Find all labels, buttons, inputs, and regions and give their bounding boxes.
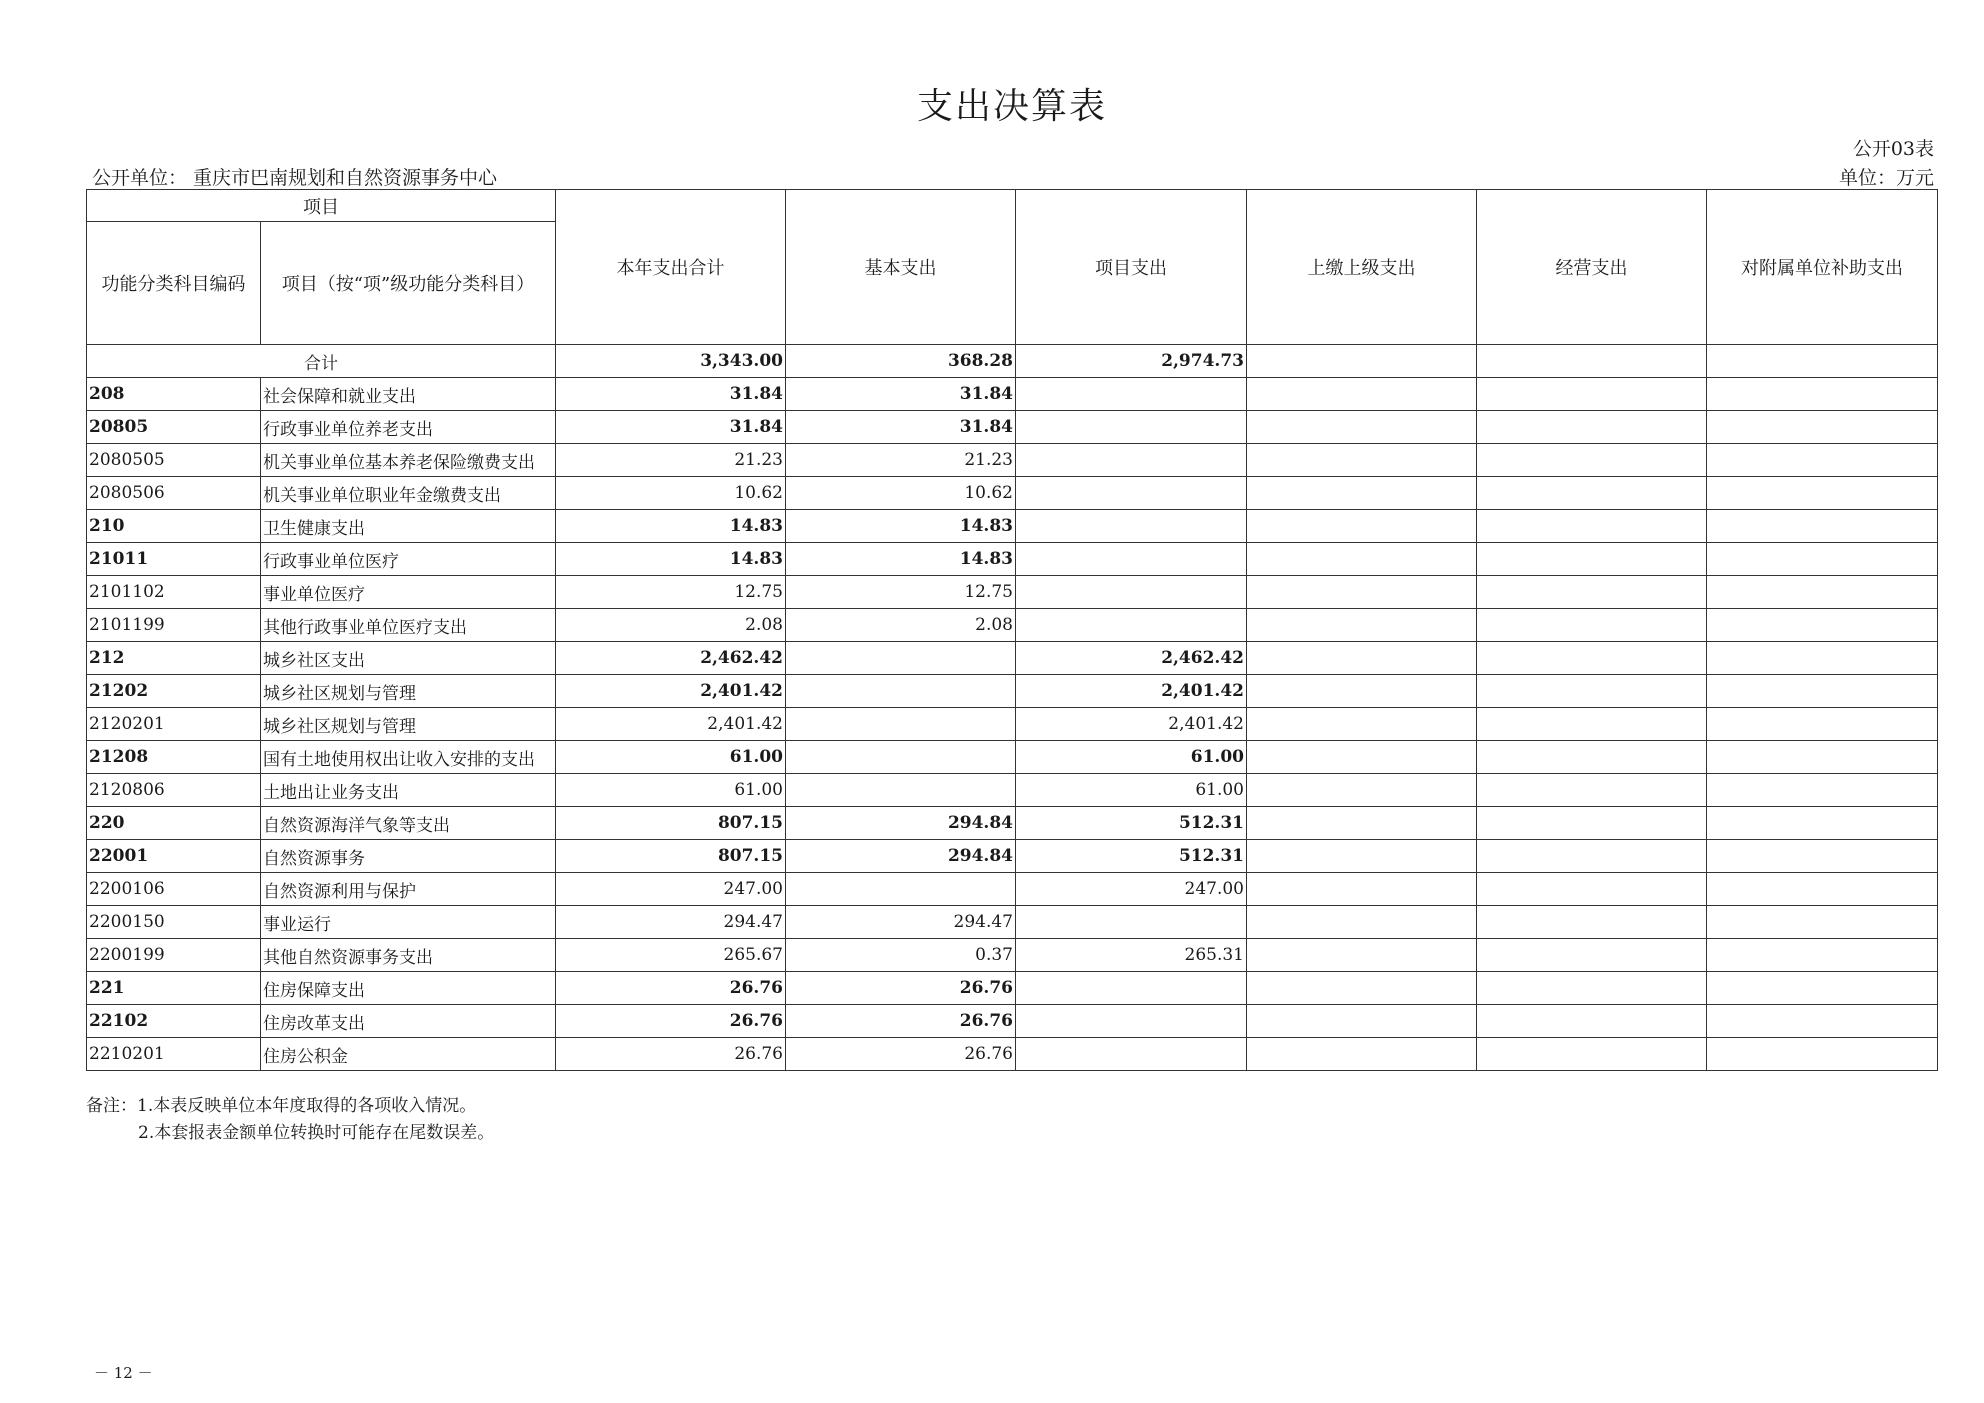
row-total: 265.67: [556, 939, 786, 972]
row-name: 其他自然资源事务支出: [261, 939, 556, 972]
row-basic: 294.47: [786, 906, 1016, 939]
org-label: 公开单位：: [92, 167, 188, 189]
row-business: [1477, 543, 1707, 576]
row-total: 21.23: [556, 444, 786, 477]
row-upper: [1247, 543, 1477, 576]
row-upper: [1247, 873, 1477, 906]
row-business: [1477, 939, 1707, 972]
row-upper: [1247, 939, 1477, 972]
row-name: 社会保障和就业支出: [261, 378, 556, 411]
row-upper: [1247, 906, 1477, 939]
table-row: [87, 1038, 1938, 1071]
row-business: [1477, 873, 1707, 906]
row-project-expenditure: [1016, 378, 1247, 411]
row-basic: 294.84: [786, 807, 1016, 840]
page-number: － 12 －: [94, 1364, 153, 1382]
row-total: 2,462.42: [556, 642, 786, 675]
row-total: 14.83: [556, 510, 786, 543]
row-subsidy: [1707, 1005, 1938, 1038]
row-subsidy: [1707, 807, 1938, 840]
row-name: 城乡社区规划与管理: [261, 675, 556, 708]
row-upper: [1247, 642, 1477, 675]
row-code: 208: [87, 378, 261, 411]
row-code: 2200150: [87, 906, 261, 939]
header-upper: 上缴上级支出: [1247, 190, 1477, 345]
row-code: 22102: [87, 1005, 261, 1038]
row-upper: [1247, 378, 1477, 411]
table-row: [87, 543, 1938, 576]
row-name: 卫生健康支出: [261, 510, 556, 543]
row-code: 2210201: [87, 1038, 261, 1071]
org-info: [86, 163, 497, 190]
row-total: 61.00: [556, 774, 786, 807]
row-basic: 294.84: [786, 840, 1016, 873]
table-row: [87, 774, 1938, 807]
table-row: [87, 411, 1938, 444]
table-row: [87, 840, 1938, 873]
row-business: [1477, 609, 1707, 642]
row-name: 其他行政事业单位医疗支出: [261, 609, 556, 642]
row-name: 城乡社区规划与管理: [261, 708, 556, 741]
row-upper: [1247, 708, 1477, 741]
row-basic: 2.08: [786, 609, 1016, 642]
row-business: [1477, 576, 1707, 609]
row-name: 住房公积金: [261, 1038, 556, 1071]
row-total: 807.15: [556, 807, 786, 840]
row-code: 2080505: [87, 444, 261, 477]
row-project-expenditure: [1016, 906, 1247, 939]
row-upper: [1247, 510, 1477, 543]
row-code: 21202: [87, 675, 261, 708]
row-upper: [1247, 840, 1477, 873]
row-basic: 26.76: [786, 972, 1016, 1005]
header-project-expenditure: 项目支出: [1016, 190, 1247, 345]
row-subsidy: [1707, 444, 1938, 477]
row-business: [1477, 774, 1707, 807]
header-code: 功能分类科目编码: [87, 222, 261, 345]
row-basic: 31.84: [786, 411, 1016, 444]
row-total: 31.84: [556, 378, 786, 411]
table-row: [87, 477, 1938, 510]
table-row: [87, 378, 1938, 411]
row-business: [1477, 972, 1707, 1005]
row-subsidy: [1707, 510, 1938, 543]
row-upper: [1247, 1005, 1477, 1038]
row-business: [1477, 1038, 1707, 1071]
row-subsidy: [1707, 477, 1938, 510]
row-project-expenditure: 61.00: [1016, 774, 1247, 807]
row-business: [1477, 444, 1707, 477]
row-subsidy: [1707, 840, 1938, 873]
row-total: 807.15: [556, 840, 786, 873]
row-subsidy: [1707, 543, 1938, 576]
row-total: 61.00: [556, 741, 786, 774]
expenditure-table: [86, 189, 1938, 1071]
row-project-expenditure: 265.31: [1016, 939, 1247, 972]
row-business: [1477, 510, 1707, 543]
row-upper: [1247, 444, 1477, 477]
table-row: [87, 708, 1938, 741]
header-basic: 基本支出: [786, 190, 1016, 345]
row-total: 247.00: [556, 873, 786, 906]
row-business: [1477, 1005, 1707, 1038]
row-project-expenditure: [1016, 510, 1247, 543]
row-business: [1477, 411, 1707, 444]
row-upper: [1247, 774, 1477, 807]
row-upper: [1247, 675, 1477, 708]
row-basic: 0.37: [786, 939, 1016, 972]
row-code: 21208: [87, 741, 261, 774]
row-total: 31.84: [556, 411, 786, 444]
row-total: 2,401.42: [556, 675, 786, 708]
row-basic: [786, 741, 1016, 774]
row-code: 220: [87, 807, 261, 840]
row-project-expenditure: 247.00: [1016, 873, 1247, 906]
row-total: 26.76: [556, 1038, 786, 1071]
table-row: [87, 972, 1938, 1005]
row-subsidy: [1707, 708, 1938, 741]
row-name: 行政事业单位医疗: [261, 543, 556, 576]
row-project-expenditure: 512.31: [1016, 840, 1247, 873]
row-project-expenditure: [1016, 1038, 1247, 1071]
row-code: 221: [87, 972, 261, 1005]
row-project-expenditure: 2,401.42: [1016, 675, 1247, 708]
row-basic: [786, 642, 1016, 675]
total-project-expenditure: 2,974.73: [1016, 345, 1247, 378]
row-subsidy: [1707, 873, 1938, 906]
row-project-expenditure: [1016, 576, 1247, 609]
row-subsidy: [1707, 675, 1938, 708]
row-project-expenditure: 512.31: [1016, 807, 1247, 840]
row-upper: [1247, 1038, 1477, 1071]
note-line-2: 2.本套报表金额单位转换时可能存在尾数误差。: [138, 1123, 495, 1143]
total-row: [87, 345, 1938, 378]
row-code: 210: [87, 510, 261, 543]
row-basic: 21.23: [786, 444, 1016, 477]
row-basic: 26.76: [786, 1005, 1016, 1038]
row-basic: [786, 873, 1016, 906]
table-row: [87, 939, 1938, 972]
row-business: [1477, 840, 1707, 873]
row-code: 2200199: [87, 939, 261, 972]
total-upper: [1247, 345, 1477, 378]
row-subsidy: [1707, 1038, 1938, 1071]
row-subsidy: [1707, 576, 1938, 609]
row-business: [1477, 708, 1707, 741]
row-subsidy: [1707, 411, 1938, 444]
row-upper: [1247, 972, 1477, 1005]
row-code: 2080506: [87, 477, 261, 510]
row-name: 自然资源利用与保护: [261, 873, 556, 906]
row-name: 机关事业单位基本养老保险缴费支出: [261, 444, 556, 477]
notes: [86, 1093, 494, 1147]
row-project-expenditure: [1016, 543, 1247, 576]
row-business: [1477, 807, 1707, 840]
row-subsidy: [1707, 741, 1938, 774]
row-business: [1477, 675, 1707, 708]
form-number: 公开03表: [1852, 138, 1934, 160]
row-project-expenditure: 2,462.42: [1016, 642, 1247, 675]
row-subsidy: [1707, 939, 1938, 972]
table-row: [87, 510, 1938, 543]
row-name: 住房改革支出: [261, 1005, 556, 1038]
total-subsidy: [1707, 345, 1938, 378]
row-total: 26.76: [556, 1005, 786, 1038]
row-upper: [1247, 609, 1477, 642]
org-name: 重庆市巴南规划和自然资源事务中心: [193, 167, 498, 189]
row-business: [1477, 642, 1707, 675]
row-code: 20805: [87, 411, 261, 444]
row-total: 10.62: [556, 477, 786, 510]
total-basic: 368.28: [786, 345, 1016, 378]
row-project-expenditure: 61.00: [1016, 741, 1247, 774]
row-upper: [1247, 741, 1477, 774]
row-upper: [1247, 807, 1477, 840]
table-row: [87, 807, 1938, 840]
header-name: 项目（按“项”级功能分类科目）: [261, 222, 556, 345]
row-project-expenditure: [1016, 1005, 1247, 1038]
row-name: 城乡社区支出: [261, 642, 556, 675]
row-name: 自然资源事务: [261, 840, 556, 873]
total-business: [1477, 345, 1707, 378]
header-subsidy: 对附属单位补助支出: [1707, 190, 1938, 345]
header-project: 项目: [87, 190, 556, 222]
table-row: [87, 642, 1938, 675]
row-business: [1477, 741, 1707, 774]
row-total: 294.47: [556, 906, 786, 939]
row-project-expenditure: [1016, 444, 1247, 477]
row-basic: [786, 675, 1016, 708]
row-subsidy: [1707, 906, 1938, 939]
row-total: 2.08: [556, 609, 786, 642]
row-name: 国有土地使用权出让收入安排的支出: [261, 741, 556, 774]
row-name: 机关事业单位职业年金缴费支出: [261, 477, 556, 510]
page-title: 支出决算表: [916, 86, 1107, 127]
row-total: 2,401.42: [556, 708, 786, 741]
row-basic: 12.75: [786, 576, 1016, 609]
row-total: 26.76: [556, 972, 786, 1005]
header-total: 本年支出合计: [556, 190, 786, 345]
row-code: 2101102: [87, 576, 261, 609]
row-code: 2120201: [87, 708, 261, 741]
row-business: [1477, 906, 1707, 939]
row-upper: [1247, 411, 1477, 444]
table-row: [87, 675, 1938, 708]
row-upper: [1247, 477, 1477, 510]
currency-unit: 单位：万元: [1838, 167, 1934, 189]
row-upper: [1247, 576, 1477, 609]
row-business: [1477, 477, 1707, 510]
row-subsidy: [1707, 378, 1938, 411]
table-row: [87, 741, 1938, 774]
row-name: 事业运行: [261, 906, 556, 939]
table-row: [87, 873, 1938, 906]
row-name: 土地出让业务支出: [261, 774, 556, 807]
row-subsidy: [1707, 642, 1938, 675]
row-code: 2120806: [87, 774, 261, 807]
row-subsidy: [1707, 774, 1938, 807]
row-business: [1477, 378, 1707, 411]
row-name: 事业单位医疗: [261, 576, 556, 609]
row-project-expenditure: [1016, 477, 1247, 510]
row-total: 14.83: [556, 543, 786, 576]
row-project-expenditure: [1016, 609, 1247, 642]
row-project-expenditure: [1016, 972, 1247, 1005]
total-amount: 3,343.00: [556, 345, 786, 378]
row-name: 自然资源海洋气象等支出: [261, 807, 556, 840]
row-code: 2101199: [87, 609, 261, 642]
row-total: 12.75: [556, 576, 786, 609]
header-business: 经营支出: [1477, 190, 1707, 345]
row-basic: 26.76: [786, 1038, 1016, 1071]
row-subsidy: [1707, 972, 1938, 1005]
row-basic: 10.62: [786, 477, 1016, 510]
row-basic: 31.84: [786, 378, 1016, 411]
row-basic: [786, 708, 1016, 741]
row-code: 22001: [87, 840, 261, 873]
total-label: 合计: [87, 345, 556, 378]
table-row: [87, 609, 1938, 642]
row-code: 2200106: [87, 873, 261, 906]
row-name: 住房保障支出: [261, 972, 556, 1005]
table-row: [87, 444, 1938, 477]
table-row: [87, 906, 1938, 939]
unit-line: [86, 163, 1934, 190]
row-subsidy: [1707, 609, 1938, 642]
row-basic: [786, 774, 1016, 807]
row-basic: 14.83: [786, 543, 1016, 576]
row-code: 21011: [87, 543, 261, 576]
row-project-expenditure: [1016, 411, 1247, 444]
row-name: 行政事业单位养老支出: [261, 411, 556, 444]
row-code: 212: [87, 642, 261, 675]
row-project-expenditure: 2,401.42: [1016, 708, 1247, 741]
note-line-1: 备注：1.本表反映单位本年度取得的各项收入情况。: [86, 1096, 477, 1116]
table-row: [87, 1005, 1938, 1038]
row-basic: 14.83: [786, 510, 1016, 543]
table-row: [87, 576, 1938, 609]
